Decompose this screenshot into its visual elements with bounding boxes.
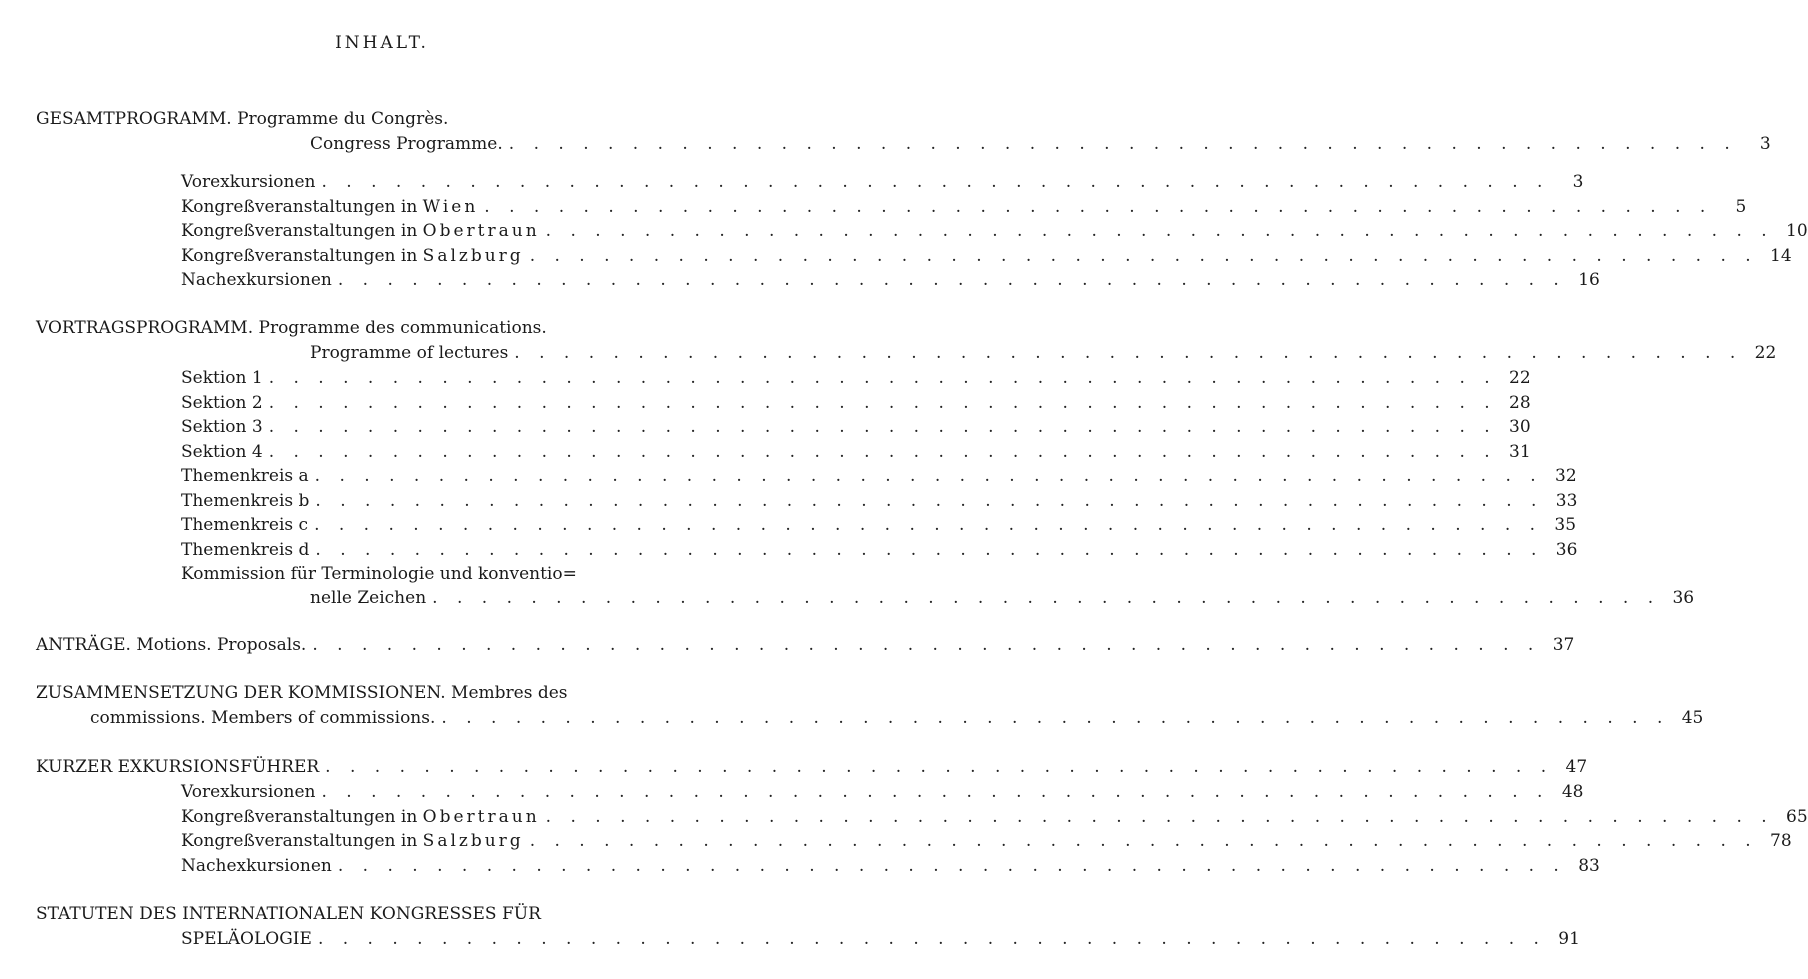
kurzer-item-label (181, 854, 332, 878)
vortrag-item-label (181, 391, 263, 415)
kurzer-item-page-number: 83 (1578, 855, 1600, 876)
kurzer-item-text: Nachexkursionen (181, 855, 332, 876)
gesamt-item (181, 170, 1584, 194)
gesamt-item-text: Nachexkursionen (181, 270, 332, 290)
kurzer-item-page-number: 48 (1561, 782, 1584, 802)
page-title: INHALT. (335, 33, 429, 53)
commission-line2 (310, 586, 1695, 610)
vortrag-subheading-leader: . . . . . . . . . . . . . . . . . . . . . . . . . . . . . . . . . . . . . . . . . . . . . . . . . . (514, 343, 1743, 363)
antraege-entry-label (36, 633, 306, 657)
gesamt-item-label (181, 195, 478, 219)
kurzer-item (181, 780, 1584, 804)
commission-line1: Kommission für Terminologie und konventio= (181, 564, 577, 584)
kurzer-item-leader: . . . . . . . . . . . . . . . . . . . . . . . . . . . . . . . . . . . . . . . . . . . . . . . . . . (545, 806, 1774, 827)
zusammen-line2-page-number: 45 (1681, 708, 1704, 728)
gesamt-item-place: Salzburg (422, 245, 524, 266)
statuten-line2-text: SPELÄOLOGIE (181, 929, 312, 949)
vortrag-item-page-number: 35 (1554, 515, 1577, 535)
antraege-entry-leader: . . . . . . . . . . . . . . . . . . . . . . . . . . . . . . . . . . . . . . . . . . . . . . . . . . (312, 635, 1541, 655)
vortrag-item (181, 415, 1531, 439)
commission-line2-text: nelle Zeichen (310, 588, 427, 608)
antraege-entry-page-number: 37 (1552, 635, 1575, 655)
gesamt-item-label (181, 244, 524, 268)
gesamt-item-page-number: 3 (1572, 172, 1584, 192)
commission-line2-page-number: 36 (1672, 588, 1695, 608)
zusammen-line2-leader: . . . . . . . . . . . . . . . . . . . . . . . . . . . . . . . . . . . . . . . . . . . . . . . . . . (441, 708, 1670, 728)
gesamt-item-page-number: 14 (1770, 245, 1792, 266)
vortrag-item-text: Themenkreis b (181, 490, 310, 511)
gesamt-subheading-text: Congress Programme. (310, 134, 503, 154)
gesamt-item-page-number: 16 (1578, 270, 1600, 290)
gesamt-item (181, 268, 1600, 292)
vortrag-item-page-number: 22 (1509, 368, 1531, 388)
gesamt-item-leader: . . . . . . . . . . . . . . . . . . . . . . . . . . . . . . . . . . . . . . . . . . . . . . . . . . (545, 221, 1774, 241)
gesamt-item-leader: . . . . . . . . . . . . . . . . . . . . . . . . . . . . . . . . . . . . . . . . . . . . . . . . . . (337, 270, 1566, 290)
vortrag-subheading-text: Programme of lectures (310, 343, 509, 363)
vortrag-item (181, 464, 1577, 488)
vortrag-item-label (181, 489, 309, 513)
vortrag-item-leader: . . . . . . . . . . . . . . . . . . . . . . . . . . . . . . . . . . . . . . . . . . . . . . . . . . (268, 441, 1497, 462)
gesamt-item (181, 219, 1808, 243)
zusammen-line2 (90, 706, 1704, 730)
kurzer-item-leader: . . . . . . . . . . . . . . . . . . . . . . . . . . . . . . . . . . . . . . . . . . . . . . . . . . (529, 831, 1758, 851)
kurzer-item-label (181, 805, 540, 829)
kurzer-heading-leader: . . . . . . . . . . . . . . . . . . . . . . . . . . . . . . . . . . . . . . . . . . . . . . . . . . (325, 757, 1554, 777)
vortrag-item (181, 440, 1531, 464)
vortrag-item-page-number: 36 (1555, 539, 1578, 560)
gesamt-item-place: Wien (422, 196, 479, 217)
vortrag-item-text: Sektion 4 (181, 441, 263, 462)
gesamt-item (181, 244, 1792, 268)
vortrag-item (181, 513, 1577, 537)
kurzer-heading (36, 755, 1588, 779)
kurzer-item (181, 854, 1600, 878)
gesamt-item-label (181, 219, 540, 243)
vortrag-item-leader: . . . . . . . . . . . . . . . . . . . . . . . . . . . . . . . . . . . . . . . . . . . . . . . . . . (268, 417, 1497, 437)
vortrag-item-text: Themenkreis a (181, 466, 309, 486)
kurzer-item-leader: . . . . . . . . . . . . . . . . . . . . . . . . . . . . . . . . . . . . . . . . . . . . . . . . . . (321, 782, 1550, 802)
kurzer-item-label (181, 829, 524, 853)
vortrag-item-leader: . . . . . . . . . . . . . . . . . . . . . . . . . . . . . . . . . . . . . . . . . . . . . . . . . . (268, 392, 1497, 413)
vortrag-item-page-number: 32 (1555, 466, 1577, 486)
gesamt-item-place: Obertraun (422, 221, 540, 241)
statuten-line2-label (181, 927, 312, 951)
gesamt-subheading-label (310, 132, 503, 156)
statuten-line2-leader: . . . . . . . . . . . . . . . . . . . . . . . . . . . . . . . . . . . . . . . . . . . . . . . . . . (317, 929, 1546, 949)
antraege-entry-text: ANTRÄGE. Motions. Proposals. (36, 635, 307, 655)
kurzer-item-label (181, 780, 315, 804)
gesamt-item-label (181, 268, 332, 292)
gesamt-item-leader: . . . . . . . . . . . . . . . . . . . . . . . . . . . . . . . . . . . . . . . . . . . . . . . . . . (484, 196, 1713, 217)
gesamt-item-page-number: 5 (1735, 196, 1747, 217)
vortrag-item-leader: . . . . . . . . . . . . . . . . . . . . . . . . . . . . . . . . . . . . . . . . . . . . . . . . . . (314, 466, 1543, 486)
gesamt-item-text: Kongreßveranstaltungen in (181, 196, 418, 217)
statuten-line2 (181, 927, 1580, 951)
kurzer-item-page-number: 78 (1770, 831, 1792, 851)
vortrag-item (181, 489, 1578, 513)
vortrag-item (181, 538, 1578, 562)
vortrag-item-text: Sektion 1 (181, 368, 263, 388)
vortrag-item-leader: . . . . . . . . . . . . . . . . . . . . . . . . . . . . . . . . . . . . . . . . . . . . . . . . . . (314, 515, 1543, 535)
kurzer-heading-text: KURZER EXKURSIONSFÜHRER (36, 757, 320, 777)
kurzer-heading-label (36, 755, 319, 779)
vortrag-item-leader: . . . . . . . . . . . . . . . . . . . . . . . . . . . . . . . . . . . . . . . . . . . . . . . . . . (315, 539, 1544, 560)
vortrag-item-text: Sektion 3 (181, 417, 263, 437)
gesamt-item-page-number: 10 (1786, 221, 1808, 241)
kurzer-item (181, 829, 1792, 853)
kurzer-item-place: Salzburg (422, 831, 524, 851)
vortrag-item-page-number: 30 (1509, 417, 1531, 437)
zusammen-line2-text: commissions. Members of commissions. (90, 708, 436, 728)
zusammen-line1: ZUSAMMENSETZUNG DER KOMMISSIONEN. Membres des (36, 683, 568, 703)
kurzer-item-text: Kongreßveranstaltungen in (181, 831, 418, 851)
kurzer-heading-page-number: 47 (1565, 757, 1588, 777)
gesamt-item-leader: . . . . . . . . . . . . . . . . . . . . . . . . . . . . . . . . . . . . . . . . . . . . . . . . . . (321, 172, 1550, 192)
statuten-line1: STATUTEN DES INTERNATIONALEN KONGRESSES FÜR (36, 904, 541, 924)
vortrag-item-text: Themenkreis c (181, 515, 309, 535)
kurzer-item-leader: . . . . . . . . . . . . . . . . . . . . . . . . . . . . . . . . . . . . . . . . . . . . . . . . . . (337, 855, 1566, 876)
vortrag-item-label (181, 415, 263, 439)
kurzer-item-text: Vorexkursionen (181, 782, 316, 802)
kurzer-item-place: Obertraun (422, 806, 540, 827)
gesamt-item-text: Kongreßveranstaltungen in (181, 245, 418, 266)
gesamt-item-leader: . . . . . . . . . . . . . . . . . . . . . . . . . . . . . . . . . . . . . . . . . . . . . . . . . . (529, 245, 1758, 266)
statuten-line2-page-number: 91 (1558, 929, 1580, 949)
vortrag-item-text: Sektion 2 (181, 392, 263, 413)
vortrag-item-page-number: 28 (1509, 392, 1531, 413)
gesamt-subheading (310, 132, 1771, 156)
gesamt-item-text: Kongreßveranstaltungen in (181, 221, 418, 241)
gesamt-item (181, 195, 1747, 219)
vortrag-item (181, 366, 1531, 390)
vortrag-item-label (181, 513, 308, 537)
kurzer-item-page-number: 65 (1786, 806, 1808, 827)
commission-line2-leader: . . . . . . . . . . . . . . . . . . . . . . . . . . . . . . . . . . . . . . . . . . . . . . . . . . (432, 588, 1661, 608)
gesamt-subheading-page-number: 3 (1759, 134, 1771, 154)
antraege-entry (36, 633, 1575, 657)
vortrag-item-leader: . . . . . . . . . . . . . . . . . . . . . . . . . . . . . . . . . . . . . . . . . . . . . . . . . . (268, 368, 1497, 388)
vortrag-item-label (181, 464, 309, 488)
gesamt-heading: GESAMTPROGRAMM. Programme du Congrès. (36, 109, 449, 129)
vortrag-heading: VORTRAGSPROGRAMM. Programme des communications. (36, 318, 547, 338)
gesamt-item-text: Vorexkursionen (181, 172, 316, 192)
commission-line2-label (310, 586, 426, 610)
gesamt-item-label (181, 170, 315, 194)
kurzer-item (181, 805, 1808, 829)
vortrag-item (181, 391, 1531, 415)
vortrag-subheading-label (310, 341, 508, 365)
vortrag-item-label (181, 538, 309, 562)
vortrag-item-label (181, 366, 263, 390)
gesamt-subheading-leader: . . . . . . . . . . . . . . . . . . . . . . . . . . . . . . . . . . . . . . . . . . . . . . . . . . (508, 134, 1737, 154)
vortrag-item-label (181, 440, 263, 464)
vortrag-item-leader: . . . . . . . . . . . . . . . . . . . . . . . . . . . . . . . . . . . . . . . . . . . . . . . . . . (315, 490, 1544, 511)
vortrag-item-page-number: 31 (1509, 441, 1531, 462)
vortrag-item-text: Themenkreis d (181, 539, 310, 560)
kurzer-item-text: Kongreßveranstaltungen in (181, 806, 418, 827)
vortrag-subheading-page-number: 22 (1754, 343, 1777, 363)
vortrag-subheading (310, 341, 1777, 365)
vortrag-item-page-number: 33 (1555, 490, 1578, 511)
zusammen-line2-label (90, 706, 435, 730)
